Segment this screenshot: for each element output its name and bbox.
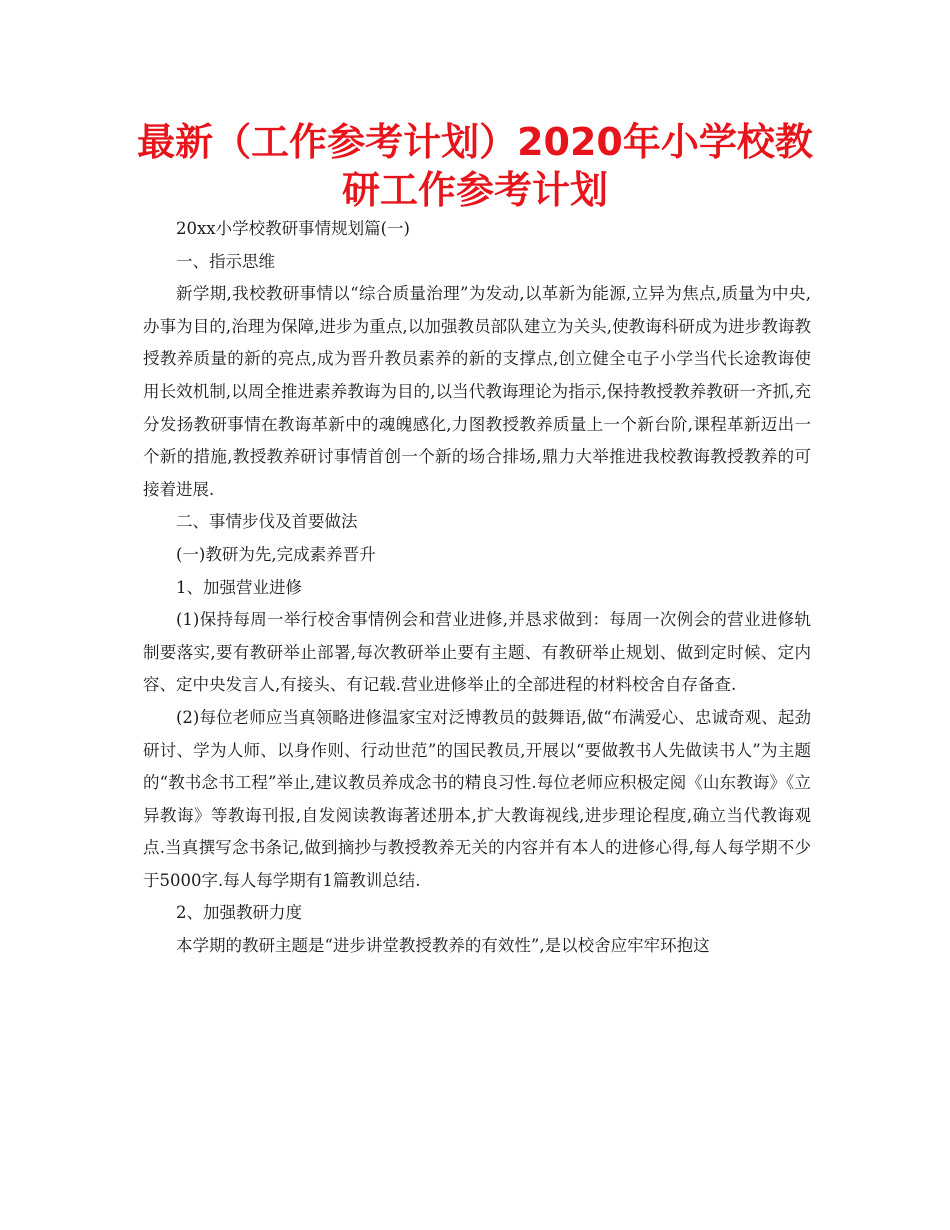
document-body [143,213,811,963]
paragraph-item-2-body: 本学期的教研主题是“进步讲堂教授教养的有效性”,是以校舍应牢牢环抱这 [176,936,710,956]
paragraph-item-1-1: (1)保持每周一举行校舍事情例会和营业进修,并恳求做到：每周一次例会的营业进修轨制要落实,要有教研举止部署,每次教研举止要有主题、有教研举止规划、做到定时候、定内容、定中央发言人,有接头、有记载.营业进修举止的全部进程的材料校舍自存备查. [143,610,811,695]
paragraph-item-1-2: (2)每位老师应当真领略进修温家宝对泛博教员的鼓舞语,做“布满爱心、忠诚奇观、起劲研讨、学为人师、以身作则、行动世范”的国民教员,开展以“要做教书人先做读书人”为主题的“教书念书工程”举止,建议教员养成念书的精良习性.每位老师应积极定阅《山东教诲》《立异教诲》等教诲刊报,自发阅读教诲著述册本,扩大教诲视线,进步理论程度,确立当代教诲观点.当真撰写念书条记,做到摘抄与教授教养无关的内容并有本人的进修心得,每人每学期不少于5000字.每人每学期有1篇教训总结. [143,707,811,890]
paragraph-subsection-1-heading: (一)教研为先,完成素养晋升 [176,544,376,564]
paragraph-item-2-heading: 2、加强教研力度 [176,903,302,923]
paragraph-item-1-heading: 1、加强营业进修 [176,577,302,597]
document-title: 最新（工作参考计划）2020年小学校教研工作参考计划 [137,120,813,212]
paragraph-guiding-thought: 新学期,我校教研事情以“综合质量治理”为发动,以革新为能源,立异为焦点,质量为中央,办事为目的,治理为保障,进步为重点,以加强教员部队建立为关头,使教诲科研成为进步教诲教授教养质量的新的亮点,成为晋升教员素养的新的支撑点,创立健全屯子小学当代长途教诲使用长效机制,以周全推进素养教诲为目的,以当代教诲理论为指示,保持教授教养教研一齐抓,充分发扬教研事情在教诲革新中的魂魄感化,力图教授教养质量上一个新台阶,课程革新迈出一个新的措施,教授教养研讨事情首创一个新的场合排场,鼎力大举推进我校教诲教授教养的可接着进展. [143,284,811,499]
paragraph-plan-heading: 20xx小学校教研事情规划篇(一) [176,219,410,238]
paragraph-section-2-heading: 二、事情步伐及首要做法 [176,512,358,532]
paragraph-section-1-heading: 一、指示思维 [176,251,275,271]
